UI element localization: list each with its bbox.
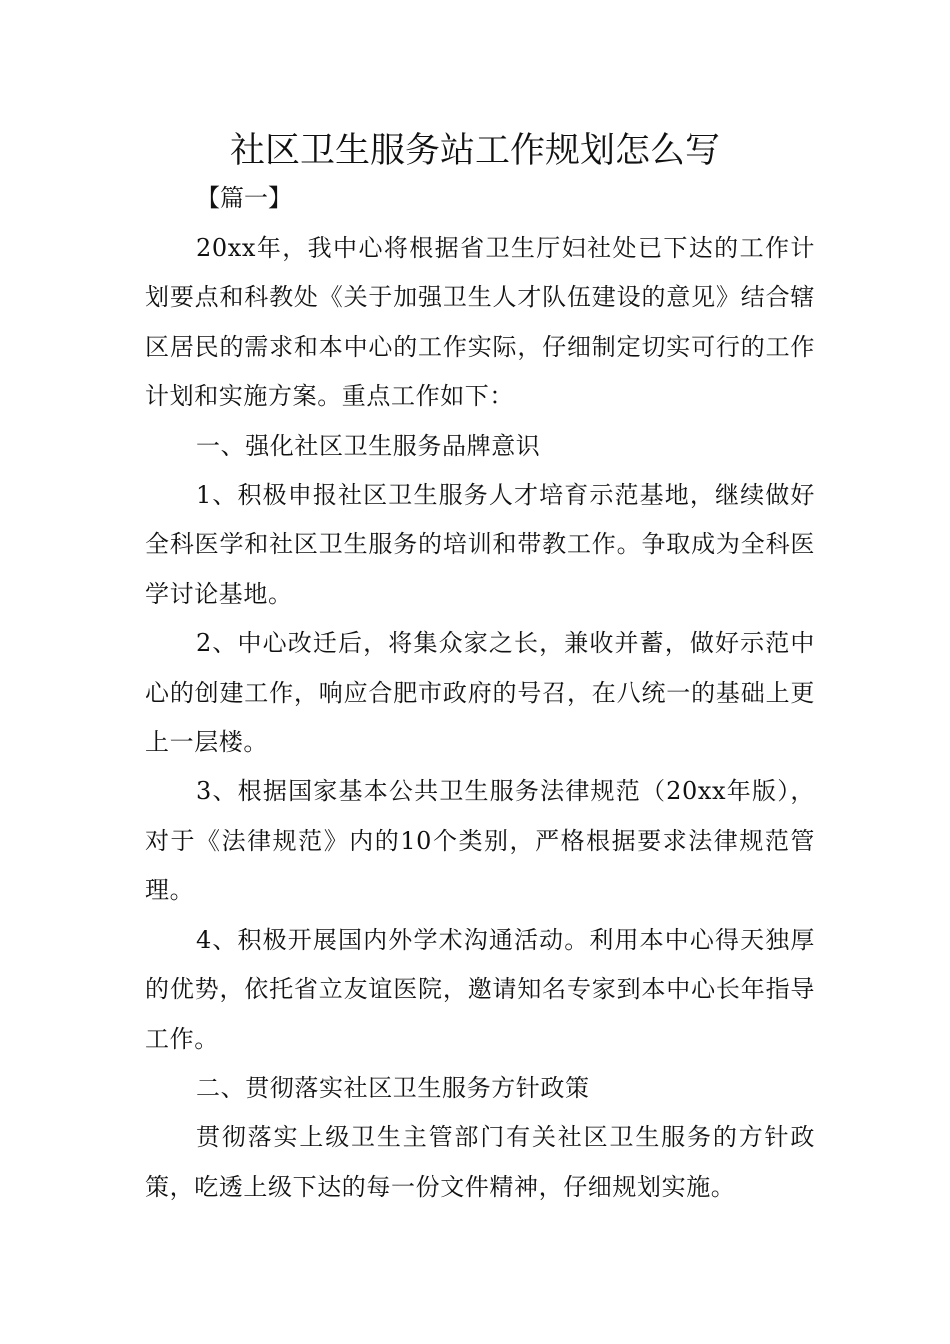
section-heading-2: 二、贯彻落实社区卫生服务方针政策 [196,1073,590,1102]
paragraph-item-1: 1、积极申报社区卫生服务人才培育示范基地，继续做好全科医学和社区卫生服务的培训和带教工作。争取成为全科医学讨论基地。 [145,481,815,608]
document-body [145,224,815,1212]
paragraph-section-2: 贯彻落实上级卫生主管部门有关社区卫生服务的方针政策，吃透上级下达的每一份文件精神，仔细规划实施。 [145,1123,815,1201]
section-heading-1: 一、强化社区卫生服务品牌意识 [196,431,541,460]
paragraph-item-4: 4、积极开展国内外学术沟通活动。利用本中心得天独厚的优势，依托省立友谊医院，邀请知名专家到本中心长年指导工作。 [145,925,815,1053]
paragraph-intro: 20xx年，我中心将根据省卫生厅妇社处已下达的工作计划要点和科教处《关于加强卫生人才队伍建设的意见》结合辖区居民的需求和本中心的工作实际，仔细制定切实可行的工作计划和实施方案。重点工作如下： [145,234,815,411]
paragraph-item-2: 2、中心改迁后，将集众家之长，兼收并蓄，做好示范中心的创建工作，响应合肥市政府的号召，在八统一的基础上更上一层楼。 [145,629,815,757]
paragraph-item-3: 3、根据国家基本公共卫生服务法律规范（20xx年版），对于《法律规范》内的10个类别，严格根据要求法律规范管理。 [145,777,815,905]
document-title: 社区卫生服务站工作规划怎么写 [229,131,720,171]
section-mark: 【篇一】 [196,184,292,212]
